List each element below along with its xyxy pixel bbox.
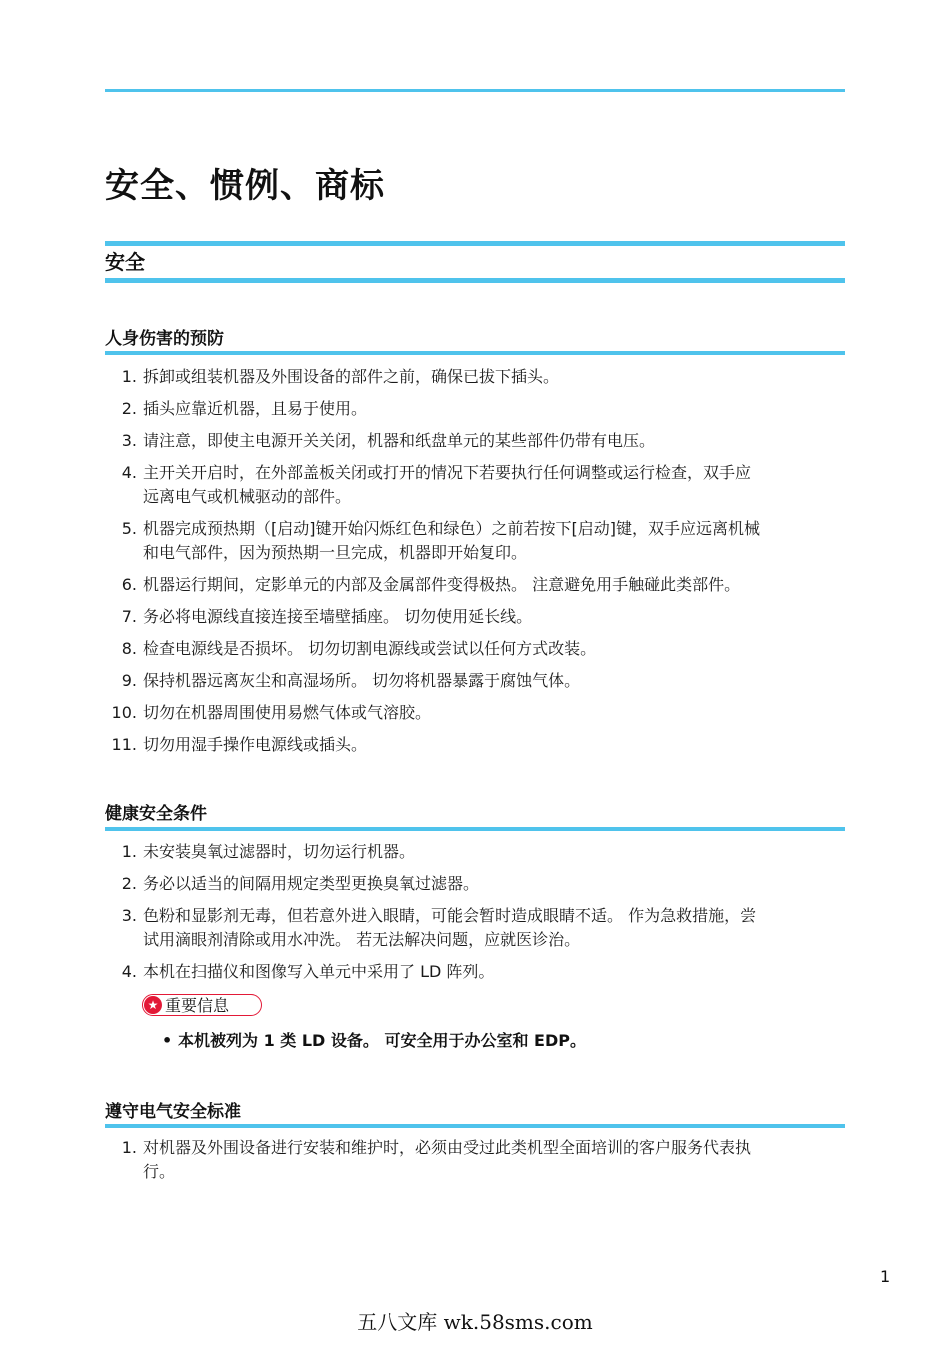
bullet-dot-icon: • [162, 1031, 173, 1050]
list-item: 6. 机器运行期间，定影单元的内部及金属部件变得极热。 注意避免用手触碰此类部件。 [121, 575, 741, 594]
list-item: 3. 请注意，即使主电源开关关闭，机器和纸盘单元的某些部件仍带有电压。 [121, 431, 656, 450]
important-note-badge [142, 994, 262, 1016]
list-item: 8. 检查电源线是否损坏。 切勿切割电源线或尝试以任何方式改装。 [121, 639, 597, 658]
page-number: 1 [880, 1267, 891, 1286]
electrical-standards-list [105, 1136, 845, 1192]
important-label: 重要信息 [165, 996, 230, 1015]
list-item: 2. 务必以适当的间隔用规定类型更换臭氧过滤器。 [121, 874, 480, 893]
section-heading: 安全 [105, 250, 145, 274]
page-title: 安全、惯例、商标 [105, 166, 385, 206]
electrical-standards-rule [105, 1124, 845, 1128]
injury-prevention-heading: 人身伤害的预防 [105, 329, 224, 349]
list-item: 11. 切勿用湿手操作电源线或插头。 [111, 735, 368, 754]
list-item: 3. 色粉和显影剂无毒，但若意外进入眼睛，可能会暂时造成眼睛不适。 作为急救措施，尝 试用滴眼剂清除或用水冲洗。 若无法解决问题，应就医诊治。 [121, 906, 757, 949]
important-bullet [162, 1029, 586, 1053]
important-bullet-text: 本机被列为 1 类 LD 设备。 可安全用于办公室和 EDP。 [178, 1031, 586, 1050]
star-icon: ★ [144, 996, 162, 1014]
list-item: 1. 拆卸或组装机器及外围设备的部件之前，确保已拔下插头。 [121, 367, 560, 386]
list-item: 5. 机器完成预热期（[启动]键开始闪烁红色和绿色）之前若按下[启动]键，双手应远离机械 和电气部件，因为预热期一旦完成，机器即开始复印。 [121, 519, 760, 562]
list-item: 7. 务必将电源线直接连接至墙壁插座。 切勿使用延长线。 [121, 607, 533, 626]
list-item: 4. 主开关开启时，在外部盖板关闭或打开的情况下若要执行任何调整或运行检查，双手应 远离电气或机械驱动的部件。 [121, 463, 752, 506]
list-item: 1. 对机器及外围设备进行安装和维护时，必须由受过此类机型全面培训的客户服务代表执 行。 [121, 1138, 752, 1181]
section-rule-bottom [105, 278, 845, 283]
list-item: 1. 未安装臭氧过滤器时，切勿运行机器。 [121, 842, 416, 861]
footer-watermark: 五八文库 wk.58sms.com [357, 1310, 593, 1334]
electrical-standards-heading: 遵守电气安全标准 [105, 1102, 241, 1122]
injury-prevention-rule [105, 351, 845, 355]
top-rule [105, 89, 845, 92]
list-item: 4. 本机在扫描仪和图像写入单元中采用了 LD 阵列。 [121, 962, 495, 981]
injury-prevention-list [105, 365, 845, 765]
list-item: 2. 插头应靠近机器，且易于使用。 [121, 399, 368, 418]
health-safety-heading: 健康安全条件 [105, 804, 207, 824]
list-item: 9. 保持机器远离灰尘和高湿场所。 切勿将机器暴露于腐蚀气体。 [121, 671, 581, 690]
section-rule-top [105, 241, 845, 246]
health-safety-rule [105, 827, 845, 831]
health-safety-list [105, 840, 845, 992]
list-item: 10. 切勿在机器周围使用易燃气体或气溶胶。 [111, 703, 432, 722]
